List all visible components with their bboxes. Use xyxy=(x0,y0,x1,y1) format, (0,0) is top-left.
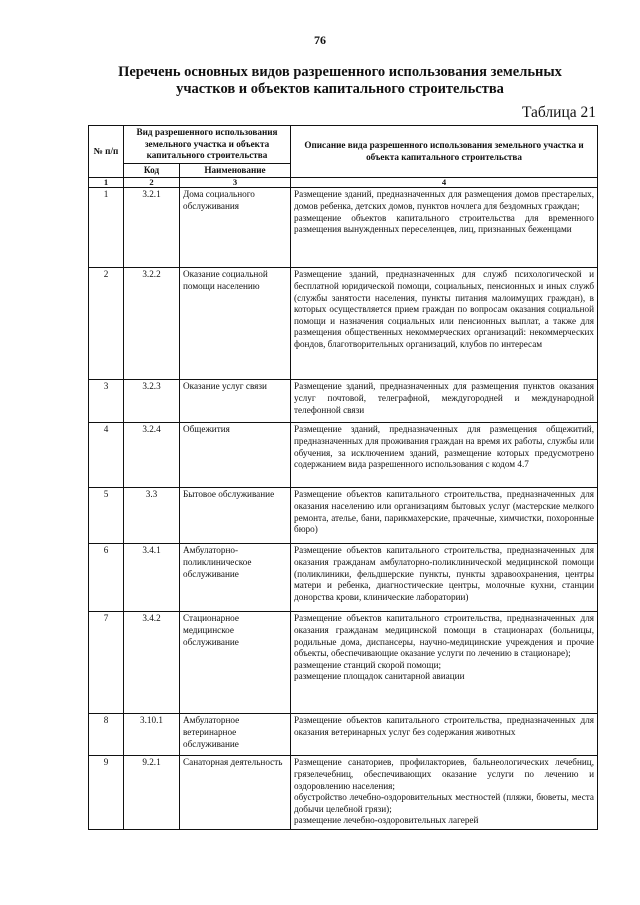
col-number-2: 2 xyxy=(124,178,180,188)
row-number: 4 xyxy=(89,423,124,488)
header-kind-group: Вид разрешенного использования земельного участка и объекта капитального строительства xyxy=(124,126,291,164)
row-name: Дома социального обслуживания xyxy=(180,188,291,268)
col-number-4: 4 xyxy=(291,178,598,188)
land-use-table xyxy=(88,125,598,830)
row-number: 7 xyxy=(89,612,124,714)
row-description: Размещение зданий, предназначенных для служб психологической и бесплатной юридической помощи, социальных, пенсионных и иных служб (службы занятости населения, пункты питания малоимущих граждан), в которых осуществляется прием граждан по вопросам оказания социальной помощи и назначения социальных или пенсионных выплат, а также для размещения общественных некоммерческих организаций: некоммерческих фондов, благотворительных организаций, клубов по интересам xyxy=(291,268,598,380)
row-name: Бытовое обслуживание xyxy=(180,488,291,544)
table-row xyxy=(89,188,598,268)
row-name: Стационарное медицинское обслуживание xyxy=(180,612,291,714)
row-number: 2 xyxy=(89,268,124,380)
row-code: 3.2.1 xyxy=(124,188,180,268)
row-description: Размещение объектов капитального строительства, предназначенных для оказания ветеринарных услуг без содержания животных xyxy=(291,714,598,756)
table-body xyxy=(89,188,598,830)
row-code: 3.4.1 xyxy=(124,544,180,612)
row-code: 3.3 xyxy=(124,488,180,544)
row-name: Оказание социальной помощи населению xyxy=(180,268,291,380)
table-row xyxy=(89,756,598,830)
row-number: 9 xyxy=(89,756,124,830)
row-name: Оказание услуг связи xyxy=(180,380,291,423)
row-code: 9.2.1 xyxy=(124,756,180,830)
row-name: Санаторная деятельность xyxy=(180,756,291,830)
table-row xyxy=(89,714,598,756)
table-caption: Таблица 21 xyxy=(521,104,596,121)
col-number-1: 1 xyxy=(89,178,124,188)
row-number: 1 xyxy=(89,188,124,268)
row-number: 8 xyxy=(89,714,124,756)
row-code: 3.10.1 xyxy=(124,714,180,756)
table-row xyxy=(89,612,598,714)
row-description: Размещение зданий, предназначенных для размещения пунктов оказания услуг почтовой, телеграфной, междугородней и международной телефонной связи xyxy=(291,380,598,423)
table-row xyxy=(89,380,598,423)
row-description: Размещение зданий, предназначенных для размещения общежитий, предназначенных для проживания граждан на время их работы, службы или обучения, за исключением зданий, размещение которых предусмотрено содержанием вида разрешенного использования с кодом 4.7 xyxy=(291,423,598,488)
row-description: Размещение объектов капитального строительства, предназначенных для оказания гражданам медицинской помощи в стационарах (больницы, родильные дома, диспансеры, научно-медицинские учреждения и прочие объекты, обеспечивающие оказание услуги по лечению в стационаре); размещение станций скорой помощи; размещение площадок санитарной авиации xyxy=(291,612,598,714)
row-description: Размещение санаториев, профилакториев, бальнеологических лечебниц, грязелечебниц, обеспечивающих оказание услуги по лечению и оздоровлению населения; обустройство лечебно-оздоровительных местностей (пляжи, бюветы, места добычи целебной грязи); размещение лечебно-оздоровительных лагерей xyxy=(291,756,598,830)
row-code: 3.2.3 xyxy=(124,380,180,423)
row-description: Размещение объектов капитального строительства, предназначенных для оказания населению или организациям бытовых услуг (мастерские мелкого ремонта, ателье, бани, парикмахерские, прачечные, химчистки, похоронные бюро) xyxy=(291,488,598,544)
header-number: № п/п xyxy=(89,126,124,178)
header-description: Описание вида разрешенного использования земельного участка и объекта капитального строительства xyxy=(291,126,598,178)
page-number: 76 xyxy=(314,33,326,47)
row-code: 3.2.4 xyxy=(124,423,180,488)
table-row xyxy=(89,423,598,488)
row-description: Размещение объектов капитального строительства, предназначенных для оказания гражданам амбулаторно-поликлинической медицинской помощи (поликлиники, фельдшерские пункты, пункты здравоохранения, центры матери и ребенка, диагностические центры, молочные кухни, станции донорства крови, клинические лаборатории) xyxy=(291,544,598,612)
header-code: Код xyxy=(124,163,180,178)
row-number: 3 xyxy=(89,380,124,423)
document-title: Перечень основных видов разрешенного использования земельных участков и объектов капитального строительства xyxy=(118,64,562,97)
table-row xyxy=(89,544,598,612)
row-code: 3.4.2 xyxy=(124,612,180,714)
row-name: Общежития xyxy=(180,423,291,488)
header-name: Наименование xyxy=(180,163,291,178)
table-row xyxy=(89,268,598,380)
row-name: Амбулаторное ветеринарное обслуживание xyxy=(180,714,291,756)
row-code: 3.2.2 xyxy=(124,268,180,380)
table-row xyxy=(89,488,598,544)
row-number: 6 xyxy=(89,544,124,612)
row-name: Амбулаторно-поликлиническое обслуживание xyxy=(180,544,291,612)
row-description: Размещение зданий, предназначенных для размещения домов престарелых, домов ребенка, детских домов, пунктов ночлега для бездомных граждан; размещение объектов капитального строительства для временного размещения вынужденных переселенцев, лиц, признанных беженцами xyxy=(291,188,598,268)
row-number: 5 xyxy=(89,488,124,544)
col-number-3: 3 xyxy=(180,178,291,188)
